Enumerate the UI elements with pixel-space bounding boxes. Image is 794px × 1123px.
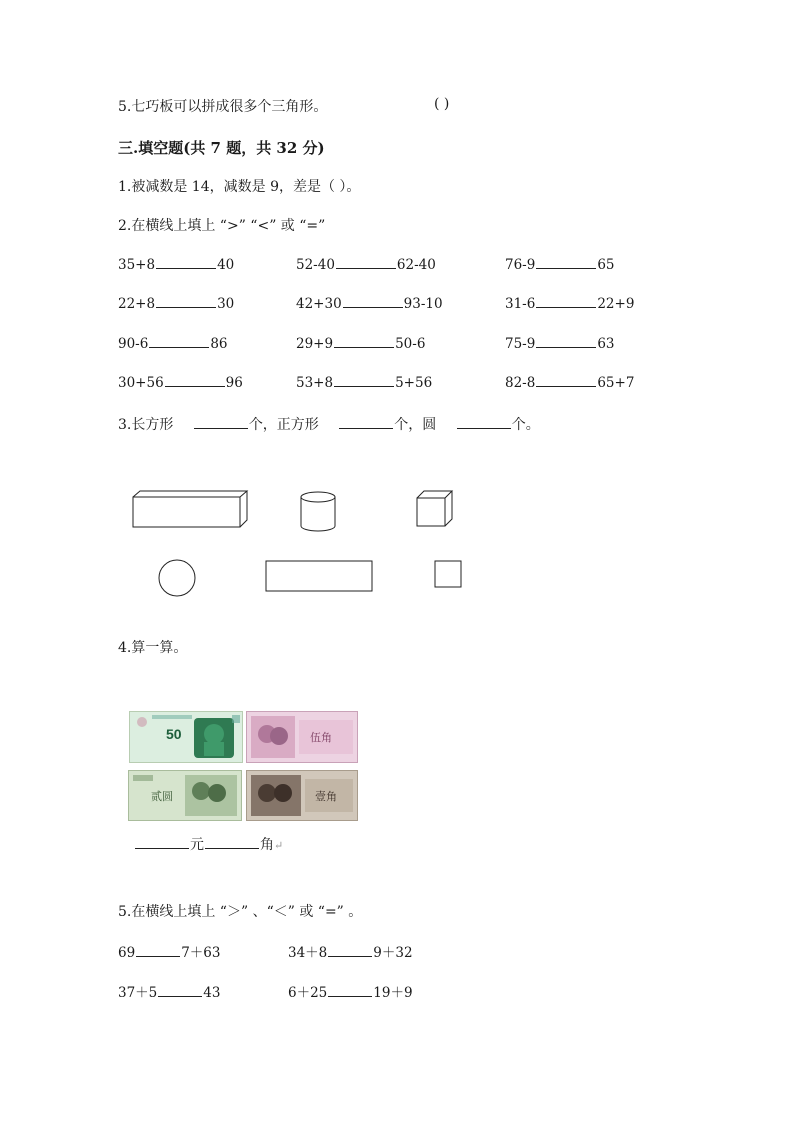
comparison-right: 9＋32 bbox=[373, 945, 413, 961]
comparison-item bbox=[288, 941, 413, 961]
comparison-item bbox=[118, 296, 234, 312]
comparison-right: 40 bbox=[217, 257, 235, 273]
comparison-item bbox=[296, 257, 436, 273]
yuan-blank[interactable] bbox=[135, 847, 189, 849]
comparison-blank[interactable] bbox=[536, 306, 596, 308]
fill-question-5: 5.在横线上填上 “＞” 、“＜” 或 “=” 。 bbox=[118, 904, 363, 920]
circle-shape bbox=[159, 560, 195, 596]
return-mark: ↵ bbox=[274, 839, 284, 852]
q3-square-label: 个，正方形 bbox=[248, 417, 319, 433]
comparison-blank[interactable] bbox=[136, 955, 180, 957]
tf-answer-paren[interactable] bbox=[434, 96, 449, 112]
comparison-right: 65+7 bbox=[597, 375, 635, 391]
comparison-right: 7＋63 bbox=[181, 945, 221, 961]
comparison-item bbox=[118, 257, 234, 273]
comparison-right: 30 bbox=[217, 296, 235, 312]
cylinder-shape bbox=[301, 492, 335, 531]
comparison-blank[interactable] bbox=[328, 955, 372, 957]
comparison-item bbox=[296, 296, 443, 312]
comparison-right: 22+9 bbox=[597, 296, 635, 312]
comparison-item bbox=[505, 336, 615, 352]
comparison-item bbox=[296, 336, 425, 352]
comparison-item bbox=[288, 981, 413, 1001]
comparison-item bbox=[118, 981, 220, 1001]
comparison-right: 96 bbox=[225, 375, 243, 391]
comparison-right: 62-40 bbox=[396, 257, 436, 273]
comparison-blank[interactable] bbox=[165, 385, 225, 387]
comparison-left: 42+30 bbox=[296, 296, 342, 312]
rectangle-shape bbox=[266, 561, 372, 591]
jiao-unit: 角 bbox=[260, 837, 274, 853]
comparison-right: 19＋9 bbox=[373, 985, 413, 1001]
comparison-blank[interactable] bbox=[334, 385, 394, 387]
banknote-5-jiao-label: 伍角 bbox=[310, 731, 332, 744]
comparison-left: 75-9 bbox=[505, 336, 536, 352]
banknote-2-yuan bbox=[128, 770, 242, 821]
fill-question-4: 4.算一算。 bbox=[118, 640, 188, 656]
comparison-left: 53+8 bbox=[296, 375, 334, 391]
comparison-item bbox=[118, 375, 243, 391]
comparison-item bbox=[505, 296, 634, 312]
fill-question-1: 1.被减数是 14，减数是 9，差是（ ）。 bbox=[118, 179, 361, 195]
comparison-blank[interactable] bbox=[158, 995, 202, 997]
tf-answer-paren-text: ( ) bbox=[434, 96, 450, 112]
comparison-right: 63 bbox=[597, 336, 615, 352]
banknote-1-jiao bbox=[246, 770, 358, 821]
comparison-left: 31-6 bbox=[505, 296, 536, 312]
comparison-item bbox=[505, 257, 615, 273]
comparison-blank[interactable] bbox=[328, 995, 372, 997]
cube-shape bbox=[417, 491, 452, 526]
jiao-blank[interactable] bbox=[205, 847, 259, 849]
square-shape bbox=[435, 561, 461, 587]
fill-question-3 bbox=[118, 414, 540, 434]
cuboid-shape bbox=[133, 491, 247, 527]
comparison-left: 69 bbox=[118, 945, 136, 961]
comparison-left: 34＋8 bbox=[288, 945, 328, 961]
comparison-left: 6＋25 bbox=[288, 985, 328, 1001]
comparison-item bbox=[118, 941, 220, 961]
comparison-right: 65 bbox=[597, 257, 615, 273]
banknote-50-label: 50 bbox=[166, 726, 182, 742]
comparison-right: 86 bbox=[210, 336, 228, 352]
tf-question-5 bbox=[118, 96, 327, 116]
square-count-blank[interactable] bbox=[339, 427, 393, 429]
comparison-blank[interactable] bbox=[334, 346, 394, 348]
comparison-left: 82-8 bbox=[505, 375, 536, 391]
circle-count-blank[interactable] bbox=[457, 427, 511, 429]
comparison-left: 22+8 bbox=[118, 296, 156, 312]
money-answer-line bbox=[134, 834, 283, 854]
comparison-left: 35+8 bbox=[118, 257, 156, 273]
comparison-item bbox=[505, 375, 634, 391]
comparison-item bbox=[296, 375, 432, 391]
shapes-figure bbox=[0, 480, 794, 620]
comparison-left: 52-40 bbox=[296, 257, 335, 273]
comparison-right: 50-6 bbox=[395, 336, 426, 352]
comparison-left: 90-6 bbox=[118, 336, 149, 352]
comparison-right: 43 bbox=[203, 985, 221, 1001]
comparison-blank[interactable] bbox=[536, 346, 596, 348]
banknote-50-yuan bbox=[129, 711, 243, 763]
comparison-blank[interactable] bbox=[343, 306, 403, 308]
comparison-blank[interactable] bbox=[149, 346, 209, 348]
comparison-left: 29+9 bbox=[296, 336, 334, 352]
q3-rect-label: 3.长方形 bbox=[118, 417, 174, 433]
q3-end: 个。 bbox=[511, 417, 540, 433]
comparison-left: 37＋5 bbox=[118, 985, 158, 1001]
comparison-blank[interactable] bbox=[336, 267, 396, 269]
banknote-5-jiao bbox=[246, 711, 358, 763]
comparison-blank[interactable] bbox=[156, 306, 216, 308]
banknote-1-jiao-label: 壹角 bbox=[315, 790, 337, 803]
comparison-item bbox=[118, 336, 228, 352]
comparison-right: 5+56 bbox=[395, 375, 433, 391]
section-3-title: 三.填空题(共 7 题，共 32 分) bbox=[118, 139, 325, 157]
comparison-left: 30+56 bbox=[118, 375, 164, 391]
comparison-blank[interactable] bbox=[536, 267, 596, 269]
tf-question-5-text: 5.七巧板可以拼成很多个三角形。 bbox=[118, 99, 328, 115]
banknote-2-yuan-label: 贰圆 bbox=[151, 790, 173, 803]
comparison-blank[interactable] bbox=[156, 267, 216, 269]
q3-circle-label: 个，圆 bbox=[394, 417, 437, 433]
rect-count-blank[interactable] bbox=[194, 427, 248, 429]
fill-question-2: 2.在横线上填上 “>” “<” 或 “=” bbox=[118, 218, 326, 234]
comparison-blank[interactable] bbox=[536, 385, 596, 387]
yuan-unit: 元 bbox=[190, 837, 204, 853]
comparison-left: 76-9 bbox=[505, 257, 536, 273]
comparison-right: 93-10 bbox=[403, 296, 443, 312]
